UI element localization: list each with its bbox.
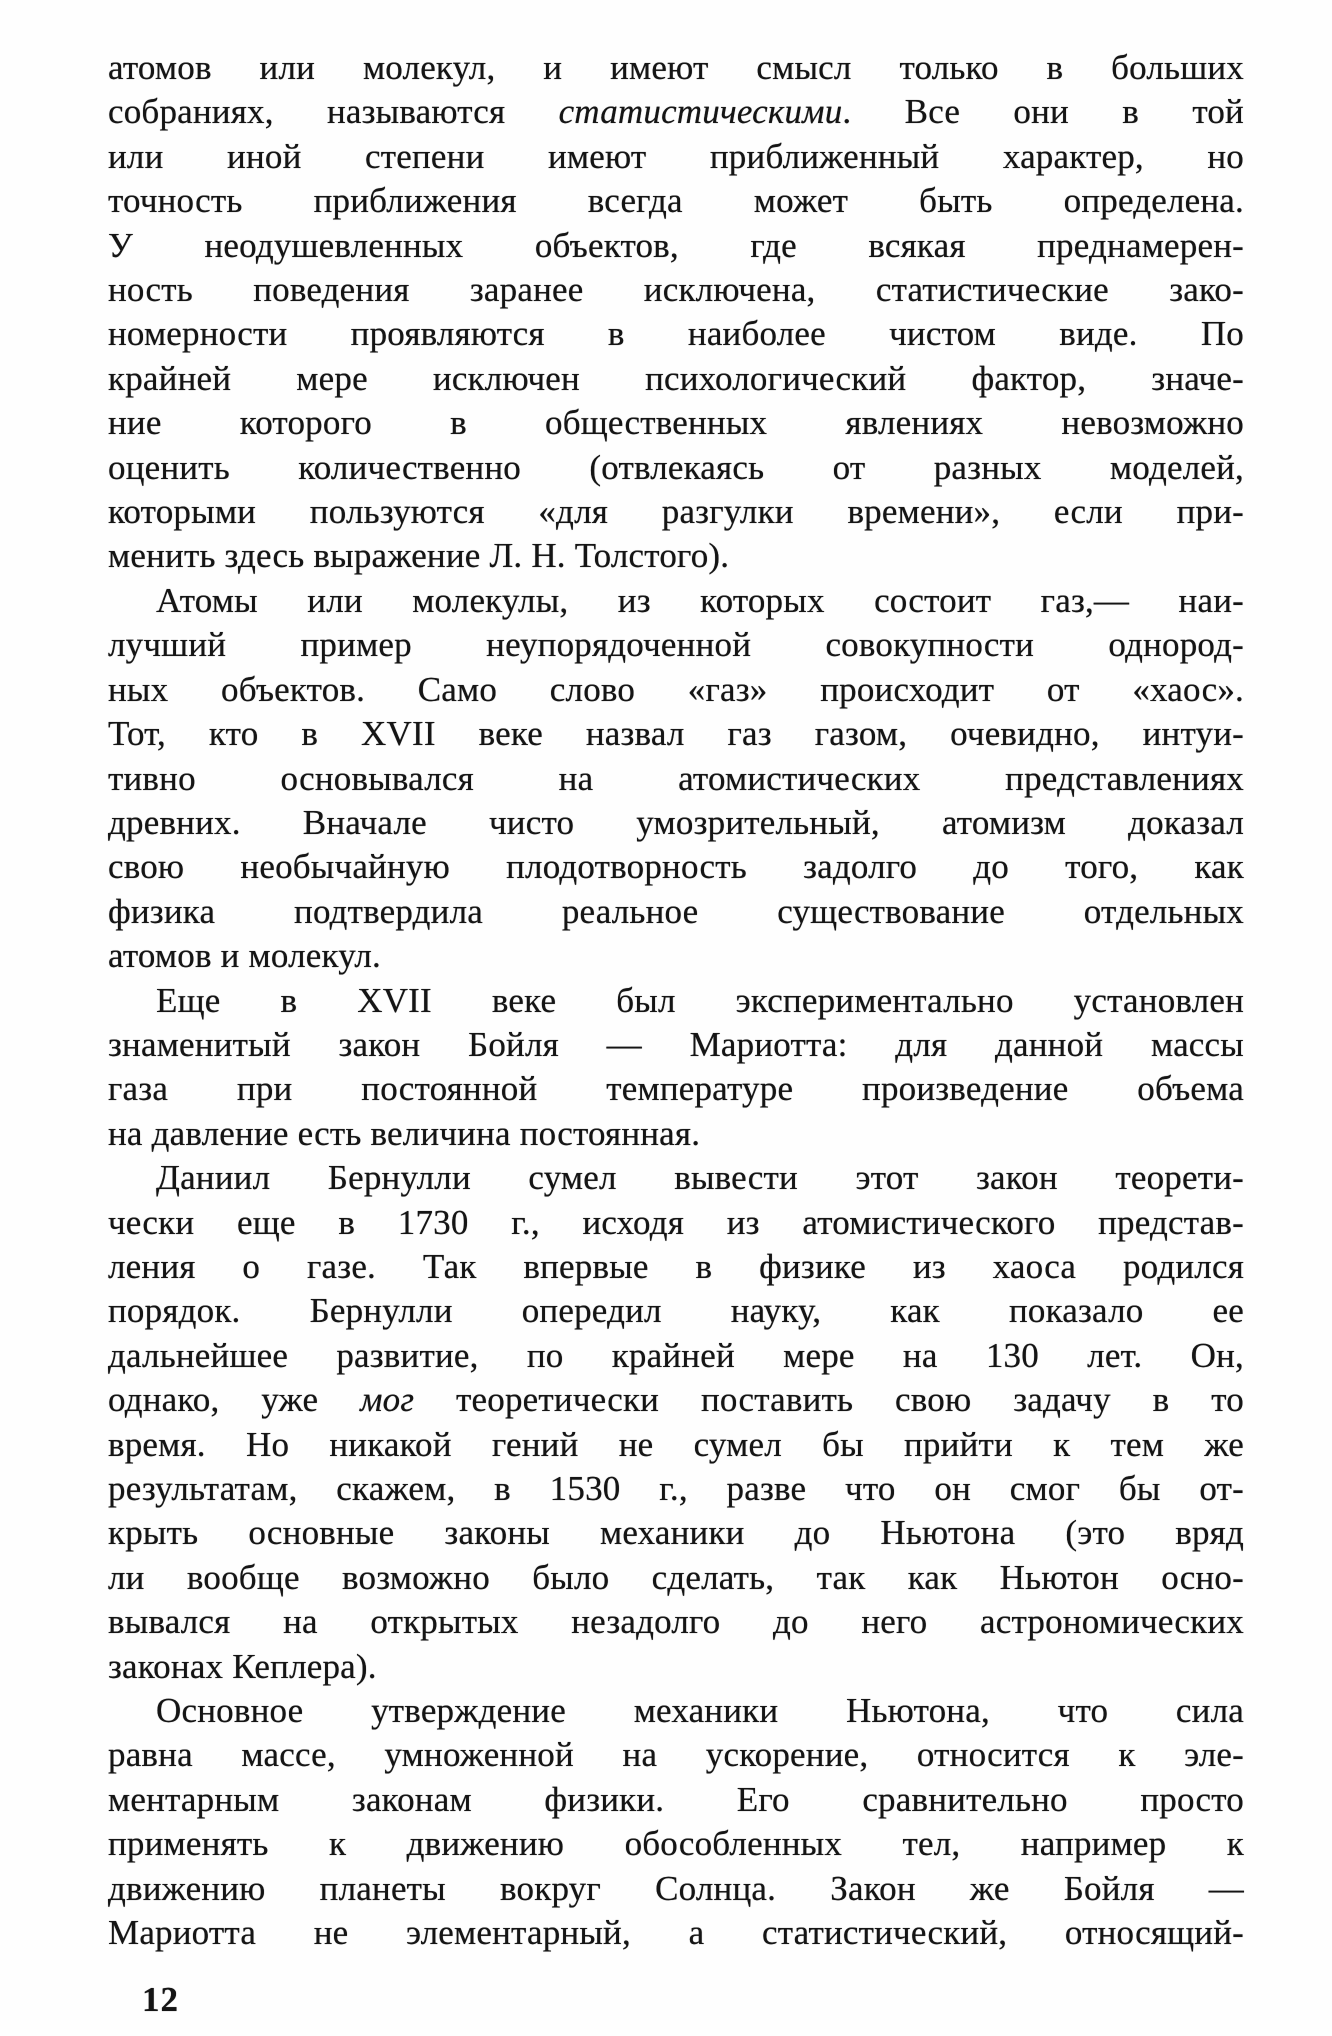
text-line: ность поведения заранее исключена, статистические зако- bbox=[108, 270, 1244, 310]
text-segment: теоретически поставить свою задачу в то bbox=[414, 1380, 1244, 1420]
page-number: 12 bbox=[142, 1980, 179, 2019]
text-line: Атомы или молекулы, из которых состоит газ,— наи- bbox=[156, 580, 1244, 620]
text-line: физика подтвердила реальное существование отдельных bbox=[108, 891, 1244, 931]
text-line bbox=[108, 1378, 1244, 1422]
text-line: чески еще в 1730 г., исходя из атомистического представ- bbox=[108, 1202, 1244, 1242]
italic-term: статистическими bbox=[558, 92, 843, 132]
text-line: ления о газе. Так впервые в физике из хаоса родился bbox=[108, 1246, 1244, 1286]
text-segment: собраниях, называются bbox=[108, 92, 559, 132]
text-line: крыть основные законы механики до Ньютона (это вряд bbox=[108, 1513, 1244, 1553]
text-line: тивно основывался на атомистических представлениях bbox=[108, 758, 1244, 798]
text-line: У неодушевленных объектов, где всякая преднамерен- bbox=[108, 225, 1244, 265]
text-line: результатам, скажем, в 1530 г., разве что он смог бы от- bbox=[108, 1469, 1244, 1508]
text-line: крайней мере исключен психологический фактор, значе- bbox=[108, 358, 1244, 398]
text-line: ние которого в общественных явлениях невозможно bbox=[108, 403, 1244, 443]
text-line: древних. Вначале чисто умозрительный, атомизм доказал bbox=[108, 802, 1244, 842]
text-line: Мариотта не элементарный, а статистический, относящий- bbox=[108, 1913, 1244, 1953]
text-line: порядок. Бернулли опередил науку, как показало ее bbox=[108, 1291, 1244, 1331]
text-line: равна массе, умноженной на ускорение, относится к эле- bbox=[108, 1735, 1244, 1775]
text-line: время. Но никакой гений не сумел бы прийти к тем же bbox=[108, 1424, 1244, 1464]
text-line: атомов и молекул. bbox=[108, 936, 381, 976]
text-line: знаменитый закон Бойля — Мариотта: для данной массы bbox=[108, 1024, 1244, 1064]
text-segment: . Все они в той bbox=[842, 92, 1244, 132]
text-line: или иной степени имеют приближенный характер, но bbox=[108, 136, 1244, 176]
text-line: которыми пользуются «для разгулки времени», если при- bbox=[108, 492, 1244, 532]
text-line: Тот, кто в XVII веке назвал газ газом, очевидно, интуи- bbox=[108, 714, 1244, 754]
text-line: ли вообще возможно было сделать, так как Ньютон осно- bbox=[108, 1557, 1244, 1597]
text-line: на давление есть величина постоянная. bbox=[108, 1113, 701, 1153]
text-line: свою необычайную плодотворность задолго до того, как bbox=[108, 847, 1244, 887]
text-line: движению планеты вокруг Солнца. Закон же Бойля — bbox=[108, 1868, 1244, 1908]
text-line: атомов или молекул, и имеют смысл только в больших bbox=[108, 48, 1244, 87]
text-block bbox=[108, 46, 1244, 1955]
text-line: точность приближения всегда может быть определена. bbox=[108, 181, 1244, 221]
text-line: Еще в XVII веке был экспериментально установлен bbox=[156, 980, 1244, 1020]
text-segment: однако, уже bbox=[108, 1380, 361, 1420]
text-line: Основное утверждение механики Ньютона, что сила bbox=[156, 1691, 1244, 1731]
text-line: ных объектов. Само слово «газ» происходит от «хаос». bbox=[108, 669, 1244, 709]
text-line: лучший пример неупорядоченной совокупности однород- bbox=[108, 625, 1244, 665]
text-line: применять к движению обособленных тел, например к bbox=[108, 1824, 1244, 1864]
text-line: оценить количественно (отвлекаясь от разных моделей, bbox=[108, 447, 1244, 487]
italic-term: мог bbox=[360, 1380, 415, 1420]
text-line: газа при постоянной температуре произведение объема bbox=[108, 1069, 1244, 1109]
text-line: Даниил Бернулли сумел вывести этот закон теорети- bbox=[156, 1158, 1244, 1198]
text-line: номерности проявляются в наиболее чистом виде. По bbox=[108, 314, 1244, 354]
text-line bbox=[108, 90, 1244, 134]
text-line: ментарным законам физики. Его сравнительно просто bbox=[108, 1779, 1244, 1819]
text-line: дальнейшее развитие, по крайней мере на 130 лет. Он, bbox=[108, 1335, 1244, 1375]
text-line: менить здесь выражение Л. Н. Толстого). bbox=[108, 536, 730, 576]
text-line: вывался на открытых незадолго до него астрономических bbox=[108, 1602, 1244, 1642]
text-line: законах Кеплера). bbox=[108, 1646, 377, 1686]
